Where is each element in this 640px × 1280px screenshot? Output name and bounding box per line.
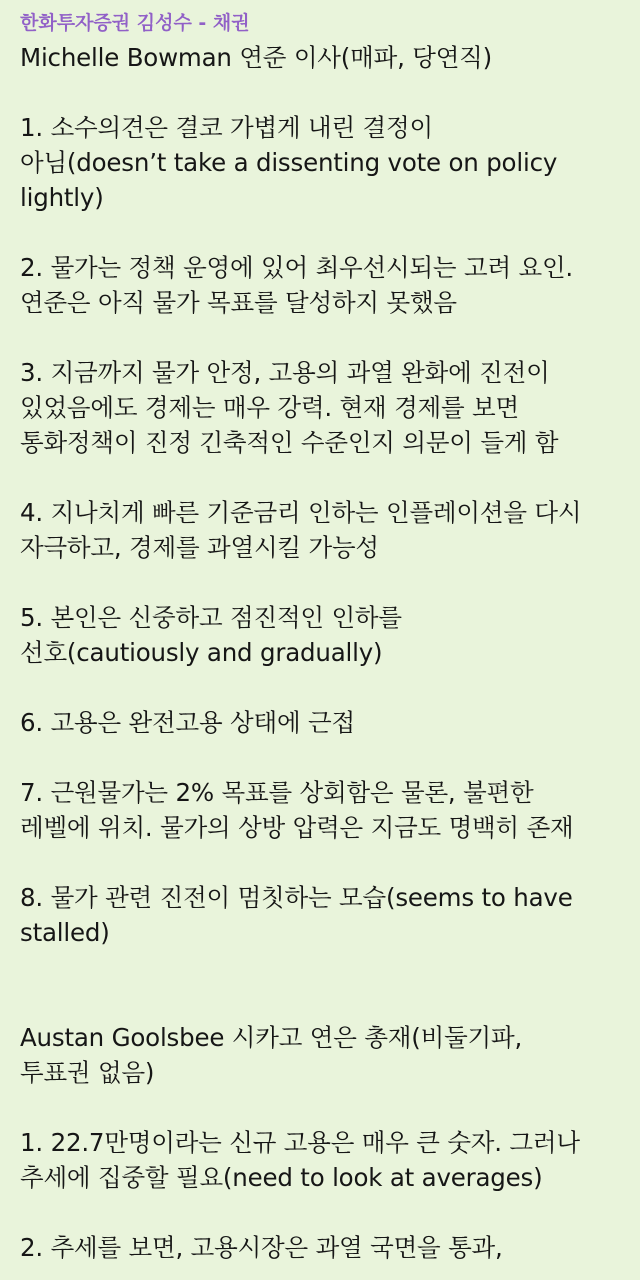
bowman-item-1-line-3: lightly): [20, 183, 104, 212]
bowman-item-3-line-2: 있었음에도 경제는 매우 강력. 현재 경제를 보면: [20, 393, 519, 422]
bowman-item-1-line-2: 아님(doesn’t take a dissenting vote on policy: [20, 148, 558, 177]
bowman-item-3-line-1: 3. 지금까지 물가 안정, 고용의 과열 완화에 진전이: [20, 358, 550, 387]
blank-line: [20, 320, 630, 355]
blank-line: [20, 845, 630, 880]
bowman-item-6-line-1: 6. 고용은 완전고용 상태에 근접: [20, 708, 355, 737]
message-body: [20, 40, 630, 1265]
goolsbee-item-1-line-2: 추세에 집중할 필요(need to look at averages): [20, 1163, 543, 1192]
bowman-item-5-line-2: 선호(cautiously and gradually): [20, 638, 383, 667]
speaker-heading-goolsbee-line-2: 투표권 없음): [20, 1058, 155, 1087]
blank-line: [20, 1195, 630, 1230]
bowman-item-8-line-1: 8. 물가 관련 진전이 멈칫하는 모습(seems to have: [20, 883, 573, 912]
goolsbee-item-2-line-1: 2. 추세를 보면, 고용시장은 과열 국면을 통과,: [20, 1233, 503, 1262]
bowman-item-7-line-1: 7. 근원물가는 2% 목표를 상회함은 물론, 불편한: [20, 778, 534, 807]
blank-line: [20, 215, 630, 250]
bowman-item-8-line-2: stalled): [20, 918, 110, 947]
bowman-item-2-line-2: 연준은 아직 물가 목표를 달성하지 못했음: [20, 288, 457, 317]
blank-line: [20, 740, 630, 775]
blank-line: [20, 460, 630, 495]
speaker-heading-bowman: Michelle Bowman 연준 이사(매파, 당연직): [20, 43, 493, 72]
goolsbee-item-1-line-1: 1. 22.7만명이라는 신규 고용은 매우 큰 숫자. 그러나: [20, 1128, 580, 1157]
blank-line: [20, 670, 630, 705]
bowman-item-2-line-1: 2. 물가는 정책 운영에 있어 최우선시되는 고려 요인.: [20, 253, 574, 282]
blank-line: [20, 75, 630, 110]
blank-line: [20, 1090, 630, 1125]
bowman-item-4-line-1: 4. 지나치게 빠른 기준금리 인하는 인플레이션을 다시: [20, 498, 582, 527]
blank-lines: [20, 950, 630, 1020]
bowman-item-7-line-2: 레벨에 위치. 물가의 상방 압력은 지금도 명백히 존재: [20, 813, 574, 842]
bowman-item-5-line-1: 5. 본인은 신중하고 점진적인 인하를: [20, 603, 402, 632]
bowman-item-3-line-3: 통화정책이 진정 긴축적인 수준인지 의문이 들게 함: [20, 428, 559, 457]
bowman-item-1-line-1: 1. 소수의견은 결코 가볍게 내린 결정이: [20, 113, 433, 142]
sender-name[interactable]: 한화투자증권 김성수 - 채권: [20, 12, 250, 34]
speaker-heading-goolsbee-line-1: Austan Goolsbee 시카고 연은 총재(비둘기파,: [20, 1023, 523, 1052]
bowman-item-4-line-2: 자극하고, 경제를 과열시킬 가능성: [20, 533, 379, 562]
blank-line: [20, 565, 630, 600]
